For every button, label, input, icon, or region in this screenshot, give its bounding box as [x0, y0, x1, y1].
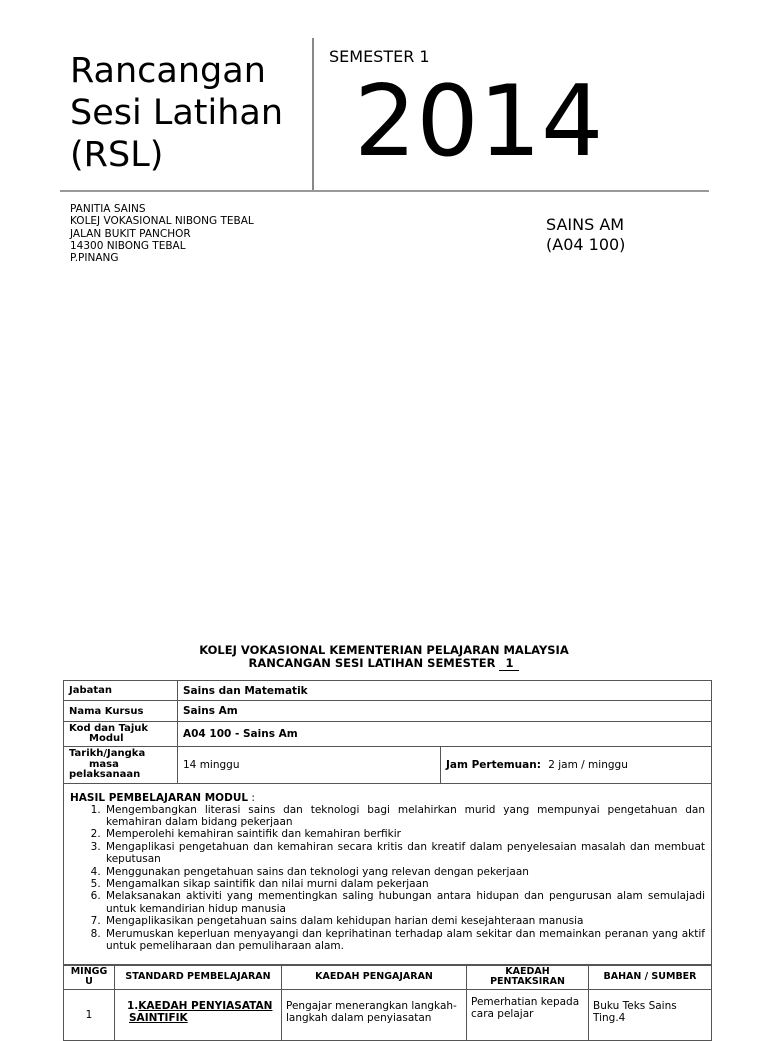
standard-title: KAEDAH PENYIASATAN [138, 1000, 273, 1012]
list-item: 2. Memperolehi kemahiran saintifik dan kemahiran berfikir [104, 828, 705, 840]
tarikh-label [64, 747, 178, 784]
header-minggu [64, 965, 115, 990]
pengajaran-line-2: langkah dalam penyiasatan [286, 1012, 432, 1024]
info-table [63, 680, 712, 966]
modul-label [64, 722, 178, 747]
standard-line-1 [127, 1000, 277, 1012]
row-standard [115, 990, 282, 1041]
cover-title-line-2: Sesi Latihan [70, 93, 284, 133]
row-bahan [589, 990, 712, 1041]
cover-title-line-3: (RSL) [70, 135, 164, 175]
hasil-title-suffix: : [248, 791, 255, 804]
jam-value: 2 jam / minggu [548, 758, 628, 771]
kursus-value: Sains Am [178, 701, 712, 722]
modul-label-line-2: Modul [89, 733, 124, 744]
plan-header-row [64, 965, 712, 990]
document-heading [0, 644, 768, 671]
tarikh-label-line-2: masa [89, 758, 119, 770]
header-kaedah-pentaksiran [467, 965, 589, 990]
header-pentaksiran-line-2: PENTAKSIRAN [490, 976, 565, 987]
header-standard: STANDARD PEMBELAJARAN [115, 965, 282, 990]
standard-line-2: SAINTIFIK [129, 1012, 188, 1024]
list-item: 5. Mengamalkan sikap saintifik dan nilai murni dalam pekerjaan [104, 878, 705, 890]
header-minggu-line-1: MINGG [70, 965, 108, 977]
heading-line-2 [0, 657, 768, 671]
tarikh-label-line-1: Tarikh/Jangka [69, 748, 146, 759]
list-item: 6. Melaksanakan aktiviti yang mementingkan saling hubungan antara hidupan dan pengurusan alam semulajadi untuk kemandirian hidup manusia [104, 890, 705, 915]
address-line: PANITIA SAINS [70, 203, 146, 215]
header-pentaksiran-line-1: KAEDAH [505, 965, 550, 977]
hasil-cell [64, 783, 712, 965]
table-row [64, 681, 712, 701]
modul-label-line-1: Kod dan Tajuk [69, 723, 149, 734]
jabatan-label: Jabatan [64, 681, 178, 701]
list-item: 4. Menggunakan pengetahuan sains dan teknologi yang relevan dengan pekerjaan [104, 866, 705, 878]
row-pengajaran [282, 990, 467, 1041]
address-block [70, 203, 254, 264]
address-line: P.PINANG [70, 252, 119, 265]
hasil-title-line [70, 792, 705, 804]
table-row [64, 783, 712, 965]
modul-value: A04 100 - Sains Am [178, 722, 712, 747]
bahan-line-1: Buku Teks Sains [593, 1000, 677, 1012]
kursus-label: Nama Kursus [64, 701, 178, 722]
year-label: 2014 [354, 65, 604, 179]
cover-title-line-1: Rancangan [70, 51, 266, 91]
vertical-divider [312, 38, 314, 190]
row-pentaksiran [467, 990, 589, 1041]
table-row [64, 722, 712, 747]
subject-code: (A04 100) [546, 235, 626, 254]
bahan-line-2: Ting.4 [593, 1012, 626, 1024]
tarikh-value: 14 minggu [178, 747, 441, 784]
subject-name: SAINS AM [546, 215, 625, 234]
row-minggu: 1 [64, 990, 115, 1041]
pentaksiran-line-2: cara pelajar [471, 1008, 534, 1020]
heading-line-1: KOLEJ VOKASIONAL KEMENTERIAN PELAJARAN MALAYSIA [199, 643, 569, 657]
list-item: 3. Mengaplikasi pengetahuan dan kemahiran secara kritis dan kreatif dalam penyelesaian masalah dan membuat keputusan [104, 841, 705, 866]
heading-line-2-text: RANCANGAN SESI LATIHAN SEMESTER [248, 656, 496, 670]
list-item: 7. Mengaplikasikan pengetahuan sains dalam kehidupan harian demi kesejahteraan manusia [104, 915, 705, 927]
hasil-list [70, 804, 705, 953]
semester-label: SEMESTER 1 [329, 47, 430, 66]
jabatan-value: Sains dan Matematik [178, 681, 712, 701]
address-line: KOLEJ VOKASIONAL NIBONG TEBAL [70, 215, 254, 228]
horizontal-divider [60, 190, 709, 192]
address-line: 14300 NIBONG TEBAL [70, 239, 186, 252]
cover-title [70, 50, 310, 176]
standard-number: 1. [127, 1000, 139, 1012]
heading-semester-number: 1 [499, 657, 519, 671]
jam-cell [441, 747, 712, 784]
header-bahan: BAHAN / SUMBER [589, 965, 712, 990]
header-kaedah-pengajaran: KAEDAH PENGAJARAN [282, 965, 467, 990]
table-row [64, 747, 712, 784]
list-item: 1. Mengembangkan literasi sains dan teknologi bagi melahirkan murid yang mempunyai pengetahuan dan kemahiran dalam bidang pekerjaan [104, 804, 705, 829]
list-item: 8. Merumuskan keperluan menyayangi dan keprihatinan terhadap alam sekitar dan memainkan peranan yang aktif untuk pemeliharaan dan pemuliharaan alam. [104, 928, 705, 953]
pengajaran-line-1: Pengajar menerangkan langkah- [286, 1000, 457, 1012]
tarikh-label-line-3: pelaksanaan [69, 769, 141, 780]
table-row [64, 701, 712, 722]
subject-block [546, 215, 625, 255]
jam-label: Jam Pertemuan: [446, 758, 541, 771]
pentaksiran-line-1: Pemerhatian kepada [471, 996, 580, 1008]
header-minggu-line-2: U [85, 976, 93, 987]
plan-table [63, 964, 712, 1041]
address-line: JALAN BUKIT PANCHOR [70, 227, 191, 240]
hasil-title: HASIL PEMBELAJARAN MODUL [70, 791, 249, 804]
table-row [64, 990, 712, 1041]
